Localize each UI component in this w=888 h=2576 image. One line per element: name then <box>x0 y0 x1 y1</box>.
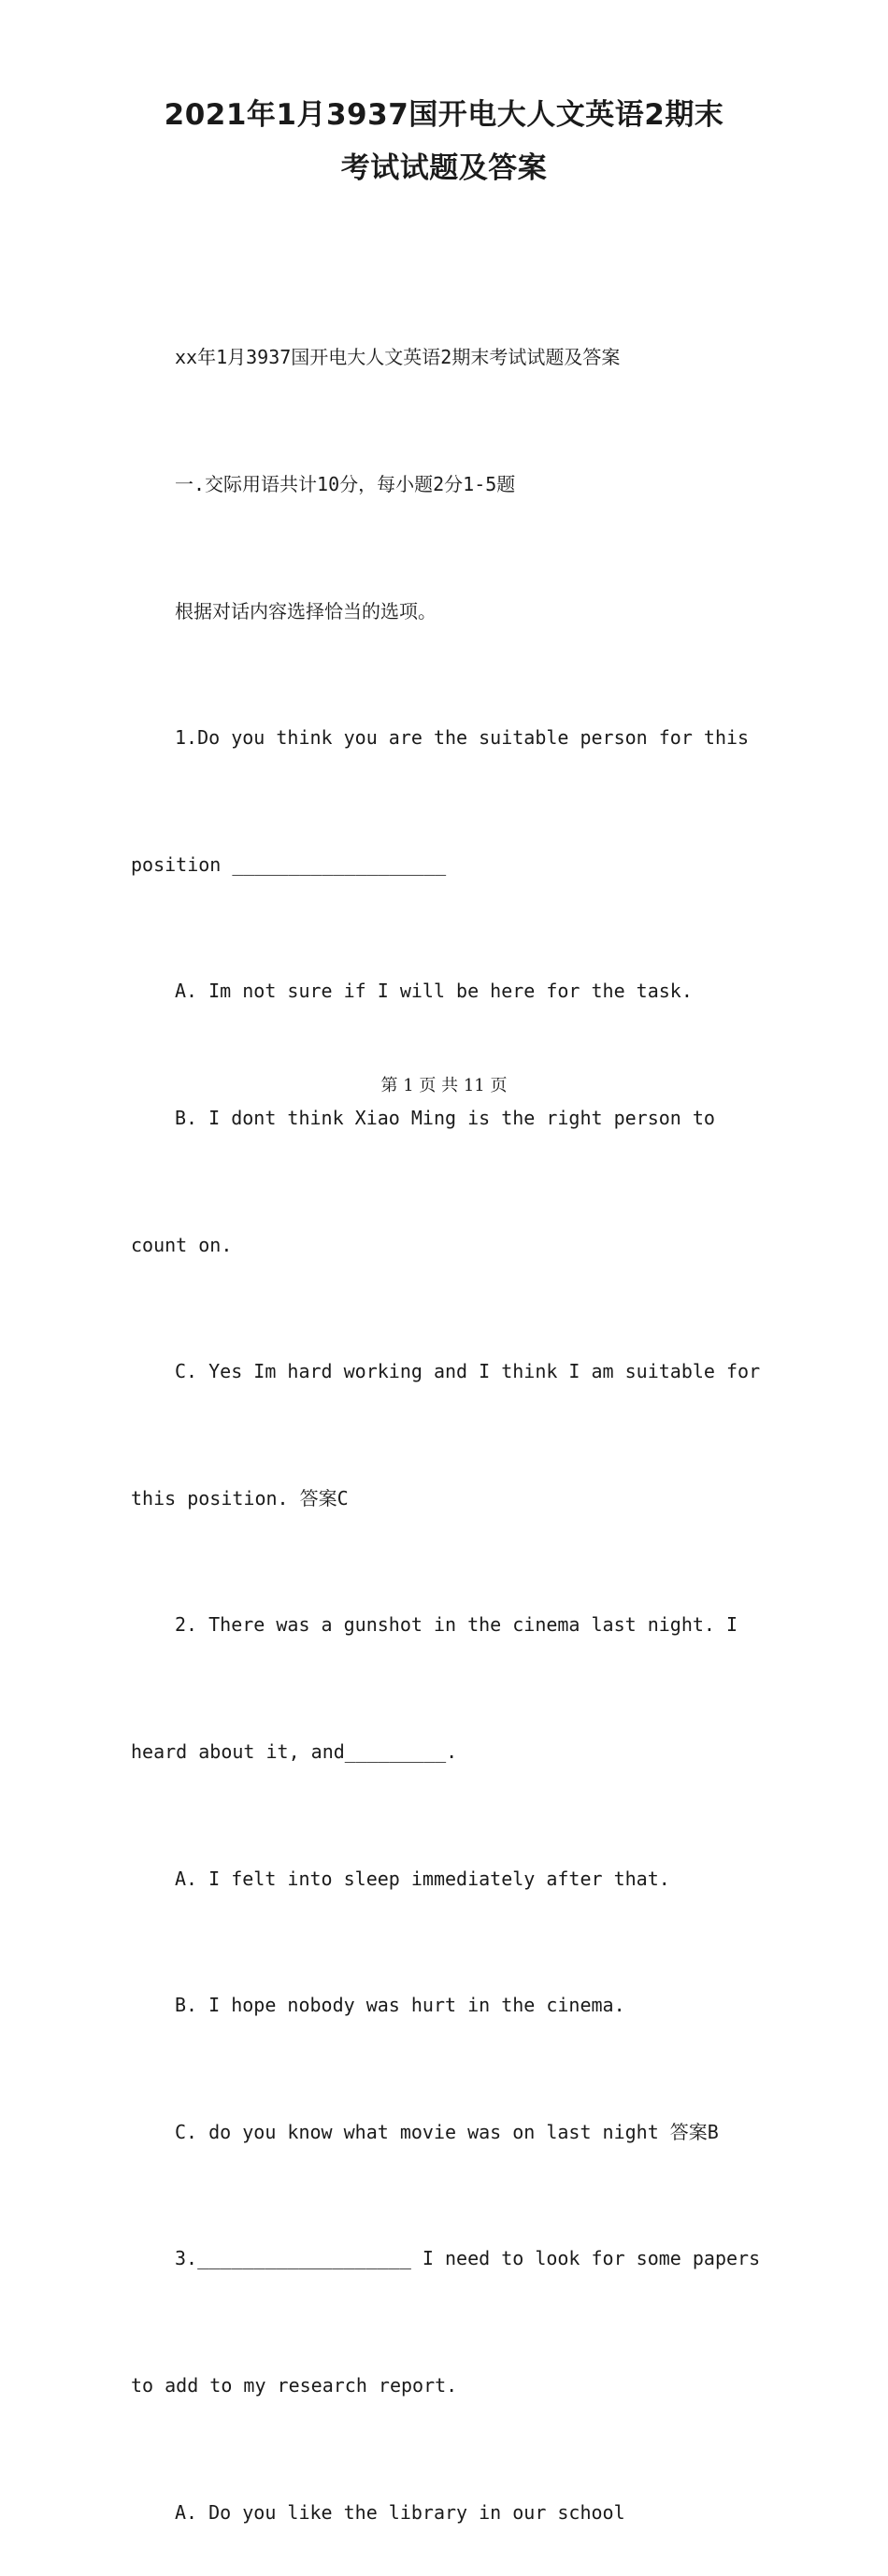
question-2-option-c-answer: C. do you know what movie was on last night 答案B <box>175 2120 719 2143</box>
question-3: 3.___________________ I need to look for some papers <box>175 2247 761 2270</box>
section-heading: 一.交际用语共计10分，每小题2分1-5题 <box>175 473 516 495</box>
document-body <box>131 252 766 2576</box>
question-1-continued: position ___________________ <box>131 852 447 876</box>
question-3-option-a: A. Do you like the library in our school <box>175 2500 625 2524</box>
question-1-option-b-continued: count on. <box>131 1233 233 1256</box>
page-footer: 第 1 页 共 11 页 <box>380 1076 508 1095</box>
question-2: 2. There was a gunshot in the cinema last night. I <box>175 1613 738 1637</box>
question-2-continued: heard about it, and_________. <box>131 1739 458 1763</box>
question-2-option-a: A. I felt into sleep immediately after that. <box>175 1867 670 1890</box>
question-3-continued: to add to my research report. <box>131 2373 458 2397</box>
instruction-line: 根据对话内容选择恰当的选项。 <box>175 599 437 623</box>
document-title-line-2: 考试试题及答案 <box>340 151 548 185</box>
question-1-option-b: B. I dont think Xiao Ming is the right person to <box>175 1106 715 1129</box>
question-1-option-a: A. Im not sure if I will be here for the task. <box>175 980 693 1003</box>
question-1-option-c: C. Yes Im hard working and I think I am suitable for <box>175 1360 761 1383</box>
question-1: 1.Do you think you are the suitable person for this <box>175 726 750 750</box>
subtitle-line: xx年1月3937国开电大人文英语2期末考试试题及答案 <box>175 346 621 369</box>
question-1-answer: this position. 答案C <box>131 1486 349 1510</box>
question-2-option-b: B. I hope nobody was hurt in the cinema. <box>175 1994 625 2017</box>
document-title-line-1: 2021年1月3937国开电大人文英语2期末 <box>164 98 724 132</box>
